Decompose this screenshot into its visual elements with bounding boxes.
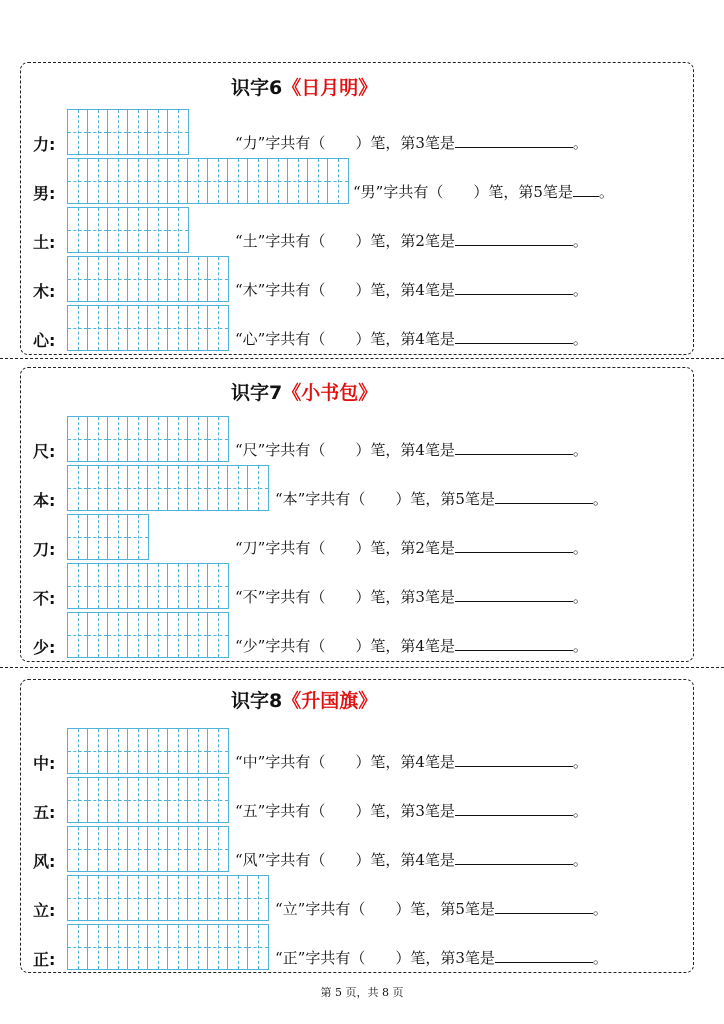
answer-blank[interactable] [455, 636, 573, 651]
section-title [231, 73, 377, 100]
practice-row [21, 563, 695, 609]
writing-grid[interactable] [67, 465, 269, 511]
lesson-name: 《小书包》 [282, 382, 378, 404]
row-character: 不: [33, 589, 56, 608]
question-text: “少”字共有（ ）笔，第4笔是 。 [235, 637, 588, 655]
question-text: “不”字共有（ ）笔，第3笔是 。 [235, 588, 588, 606]
section-lesson-7 [20, 367, 694, 662]
practice-row [21, 875, 695, 921]
row-character: 尺: [33, 442, 56, 461]
row-character: 力: [33, 135, 56, 154]
answer-blank[interactable] [455, 801, 573, 816]
answer-blank[interactable] [455, 329, 573, 344]
row-character: 土: [33, 233, 56, 252]
lesson-number: 识字7 [231, 382, 283, 404]
answer-blank[interactable] [455, 231, 573, 246]
answer-blank[interactable] [495, 948, 593, 963]
practice-row [21, 514, 695, 560]
question-text: “土”字共有（ ）笔，第2笔是 。 [235, 232, 588, 250]
question-text: “正”字共有（ ）笔，第3笔是 。 [275, 949, 608, 967]
row-character: 少: [33, 638, 56, 657]
question-text: “尺”字共有（ ）笔，第4笔是 。 [235, 441, 588, 459]
question-text: “心”字共有（ ）笔，第4笔是 。 [235, 330, 588, 348]
section-title [231, 686, 377, 713]
row-character: 风: [33, 852, 56, 871]
answer-blank[interactable] [455, 440, 573, 455]
writing-grid[interactable] [67, 777, 229, 823]
answer-blank[interactable] [455, 752, 573, 767]
row-character: 五: [33, 803, 56, 822]
practice-row [21, 207, 695, 253]
practice-row [21, 728, 695, 774]
question-text: “五”字共有（ ）笔，第3笔是 。 [235, 802, 588, 820]
lesson-name: 《升国旗》 [282, 690, 378, 712]
practice-row [21, 612, 695, 658]
writing-grid[interactable] [67, 109, 189, 155]
answer-blank[interactable] [573, 182, 599, 197]
writing-grid[interactable] [67, 826, 229, 872]
section-lesson-6 [20, 62, 694, 355]
row-character: 中: [33, 754, 56, 773]
writing-grid[interactable] [67, 158, 349, 204]
answer-blank[interactable] [455, 280, 573, 295]
writing-grid[interactable] [67, 305, 229, 351]
question-text: “木”字共有（ ）笔，第4笔是 。 [235, 281, 588, 299]
writing-grid[interactable] [67, 924, 269, 970]
answer-blank[interactable] [455, 133, 573, 148]
section-lesson-8 [20, 679, 694, 973]
lesson-number: 识字8 [231, 690, 283, 712]
lesson-number: 识字6 [231, 77, 283, 99]
row-character: 刀: [33, 540, 56, 559]
practice-row [21, 465, 695, 511]
writing-grid[interactable] [67, 416, 229, 462]
question-text: “男”字共有（ ）笔，第5笔是 。 [353, 183, 614, 201]
writing-grid[interactable] [67, 612, 229, 658]
row-character: 男: [33, 184, 56, 203]
practice-row [21, 777, 695, 823]
section-title [231, 378, 377, 405]
section-divider [0, 358, 724, 359]
row-character: 心: [33, 331, 56, 350]
practice-row [21, 109, 695, 155]
row-character: 本: [33, 491, 56, 510]
question-text: “本”字共有（ ）笔，第5笔是 。 [275, 490, 608, 508]
question-text: “中”字共有（ ）笔，第4笔是 。 [235, 753, 588, 771]
practice-row [21, 158, 695, 204]
page-footer: 第 5 页，共 8 页 [320, 986, 404, 999]
answer-blank[interactable] [495, 899, 593, 914]
answer-blank[interactable] [455, 850, 573, 865]
writing-grid[interactable] [67, 563, 229, 609]
practice-row [21, 256, 695, 302]
answer-blank[interactable] [495, 489, 593, 504]
row-character: 木: [33, 282, 56, 301]
writing-grid[interactable] [67, 256, 229, 302]
answer-blank[interactable] [455, 587, 573, 602]
lesson-name: 《日月明》 [282, 77, 378, 99]
question-text: “刀”字共有（ ）笔，第2笔是 。 [235, 539, 588, 557]
row-character: 立: [33, 901, 56, 920]
writing-grid[interactable] [67, 875, 269, 921]
answer-blank[interactable] [455, 538, 573, 553]
question-text: “立”字共有（ ）笔，第5笔是 。 [275, 900, 608, 918]
section-divider [0, 667, 724, 668]
practice-row [21, 924, 695, 970]
writing-grid[interactable] [67, 514, 149, 560]
practice-row [21, 305, 695, 351]
question-text: “风”字共有（ ）笔，第4笔是 。 [235, 851, 588, 869]
row-character: 正: [33, 950, 56, 969]
practice-row [21, 826, 695, 872]
writing-grid[interactable] [67, 728, 229, 774]
question-text: “力”字共有（ ）笔，第3笔是 。 [235, 134, 588, 152]
practice-row [21, 416, 695, 462]
writing-grid[interactable] [67, 207, 189, 253]
